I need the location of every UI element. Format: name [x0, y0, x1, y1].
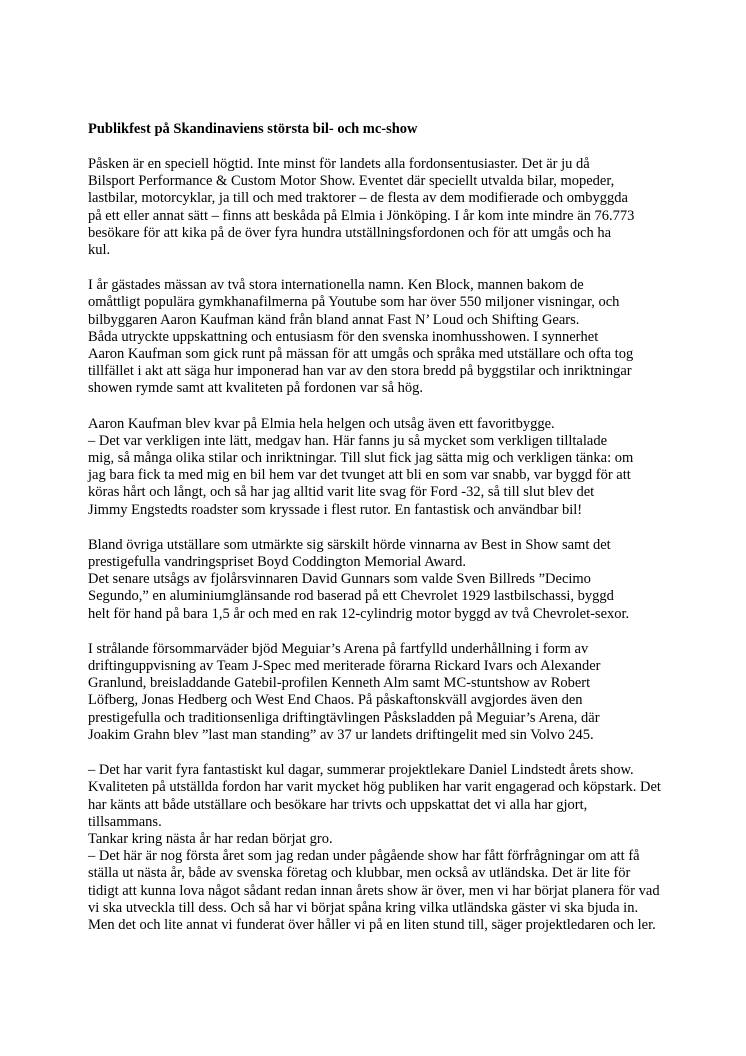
text-line: I år gästades mässan av två stora internationella namn. Ken Block, mannen bakom de: [88, 277, 584, 294]
text-line: I strålande försommarväder bjöd Meguiar’s Arena på fartfylld underhållning i form av: [88, 640, 589, 657]
text-line: Joakim Grahn blev ”last man standing” av 37 ur landets driftingelit med sin Volvo 245.: [88, 726, 594, 743]
paragraph: [88, 641, 688, 744]
text-line: Kvaliteten på utställda fordon har varit mycket hög publiken har varit engagerad och köpstark. Det: [88, 779, 661, 796]
paragraph: [88, 416, 688, 519]
text-line: Jimmy Engstedts roadster som kryssade i flest rutor. En fantastisk och användbar bil!: [88, 501, 583, 518]
text-line: showen rymde samt att kvaliteten på fordonen var så hög.: [88, 380, 424, 397]
text-line: har känts att både utställare och besökare har trivts och uppskattat det vi alla har gjort,: [88, 796, 588, 813]
text-line: Påsken är en speciell högtid. Inte minst för landets alla fordonsentusiaster. Det är ju då: [88, 156, 590, 172]
text-line: lastbilar, motorcyklar, ja till och med traktorer – de flesta av dem modifierade och ombyggda: [88, 190, 628, 207]
text-line: tillsammans.: [88, 813, 162, 830]
text-line: Granlund, breisladdande Gatebil-profilen Kenneth Alm samt MC-stuntshow av Robert: [88, 675, 591, 692]
text-line: Aaron Kaufman blev kvar på Elmia hela helgen och utsåg även ett favoritbygge.: [88, 415, 555, 432]
paragraph: [88, 156, 688, 259]
paragraph: [88, 537, 688, 623]
text-line: jag bara fick ta med mig en bil hem var det tvunget att bli en som var snabb, var byggd för att: [88, 467, 631, 484]
text-line: köras hårt och långt, och så har jag alltid varit lite svag för Ford -32, så till slut blev det: [88, 484, 595, 501]
text-line: Löfberg, Jonas Hedberg och West End Chaos. På påskaftonskväll avgjordes även den: [88, 692, 583, 709]
paragraph: [88, 277, 688, 397]
text-line: prestigefulla vandringspriset Boyd Coddington Memorial Award.: [88, 554, 467, 571]
text-line: Båda utryckte uppskattning och entusiasm för den svenska inomhusshowen. I synnerhet: [88, 328, 599, 345]
text-line: omåttligt populära gymkhanafilmerna på Youtube som har över 550 miljoner visningar, och: [88, 294, 620, 311]
article-title: Publikfest på Skandinaviens största bil- och mc-show: [88, 121, 418, 137]
text-line: mig, så många olika stilar och inriktningar. Till slut fick jag sätta mig och verkligen tänka: om: [88, 450, 634, 467]
text-line: helt för hand på bara 1,5 år och med en rak 12-cylindrig motor byggd av två Chevrolet-sexor.: [88, 605, 630, 622]
text-line: tidigt att kunna lova något sådant redan innan årets show är över, men vi har börjat planera för vad: [88, 882, 660, 899]
text-line: driftinguppvisning av Team J-Spec med meriterade förarna Rickard Ivars och Alexander: [88, 658, 601, 675]
text-line: kul.: [88, 242, 111, 259]
text-line: Bland övriga utställare som utmärkte sig särskilt hörde vinnarna av Best in Show samt det: [88, 536, 611, 553]
article: [88, 120, 688, 952]
article-body: [88, 156, 688, 934]
text-line: bilbyggaren Aaron Kaufman känd från bland annat Fast N’ Loud och Shifting Gears.: [88, 311, 580, 328]
text-line: – Det har varit fyra fantastiskt kul dagar, summerar projektlekare Daniel Lindstedt årets show.: [88, 762, 634, 779]
text-line: besökare för att kika på de över fyra hundra utställningsfordonen och för att umgås och ha: [88, 224, 612, 241]
text-line: Det senare utsågs av fjolårsvinnaren David Gunnars som valde Sven Billreds ”Decimo: [88, 571, 591, 588]
text-line: på ett eller annat sätt – finns att beskåda på Elmia i Jönköping. I år kom inte mindre än 76.773: [88, 207, 635, 224]
text-line: Bilsport Performance & Custom Motor Show. Eventet där speciellt utvalda bilar, mopeder,: [88, 173, 615, 190]
paragraph: [88, 762, 688, 934]
text-line: Men det och lite annat vi funderat över håller vi på en liten stund till, säger projektledaren och ler.: [88, 916, 656, 933]
text-line: Tankar kring nästa år har redan börjat gro.: [88, 830, 333, 847]
text-line: – Det här är nog första året som jag redan under pågående show har fått förfrågningar om att få: [88, 848, 640, 865]
text-line: Aaron Kaufman som gick runt på mässan för att umgås och språka med utställare och ofta tog: [88, 346, 634, 363]
text-line: Segundo,” en aluminiumglänsande rod baserad på ett Chevrolet 1929 lastbilschassi, byggd: [88, 588, 614, 605]
text-line: prestigefulla och traditionsenliga driftingtävlingen Påsksladden på Meguiar’s Arena, där: [88, 709, 600, 726]
text-line: vi ska utveckla till dess. Och så har vi börjat spåna kring vilka utländska gäster vi ska bjuda in.: [88, 899, 639, 916]
text-line: ställa ut nästa år, både av svenska företag och klubbar, men också av utländska. Det är lite för: [88, 865, 631, 882]
text-line: – Det var verkligen inte lätt, medgav han. Här fanns ju så mycket som verkligen tilltalade: [88, 432, 608, 449]
text-line: tillfället i akt att säga hur imponerad han var av den stora bredd på byggstilar och inriktningar: [88, 363, 632, 380]
